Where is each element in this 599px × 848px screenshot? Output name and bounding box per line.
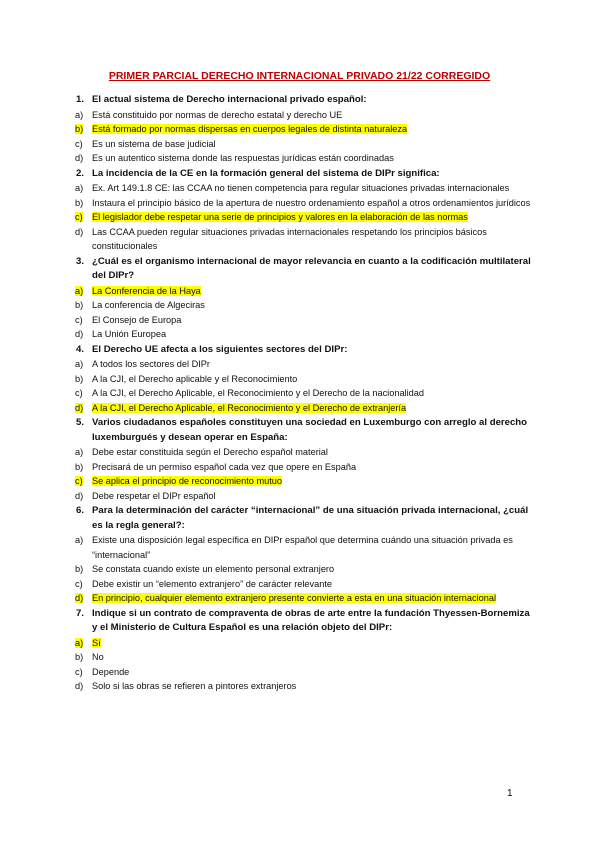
answer-option bbox=[63, 533, 532, 562]
option-letter-text: a) bbox=[75, 447, 84, 457]
option-letter-text: d) bbox=[75, 226, 84, 237]
option-text bbox=[92, 474, 532, 489]
question-3 bbox=[75, 255, 532, 342]
question-number: 5. bbox=[76, 417, 85, 428]
option-text bbox=[92, 298, 532, 313]
option-letter-text: d) bbox=[75, 402, 84, 413]
option-text-content: En principio, cualquier elemento extranjero presente convierte a esta en una situación internacional bbox=[92, 593, 496, 603]
option-text bbox=[92, 489, 532, 504]
option-text-content: La Unión Europea bbox=[92, 329, 167, 339]
option-text-content: Debe existir un “elemento extranjero” de carácter relevante bbox=[92, 578, 333, 589]
question-2 bbox=[75, 167, 532, 254]
option-letter-text: d) bbox=[75, 593, 84, 603]
option-text bbox=[92, 122, 532, 137]
answer-option bbox=[63, 313, 532, 328]
document-title: PRIMER PARCIAL DERECHO INTERNACIONAL PRIVADO 21/22 CORREGIDO bbox=[108, 70, 491, 82]
question-number: 4. bbox=[76, 343, 85, 355]
option-letter-text: d) bbox=[75, 681, 84, 691]
option-letter-text: a) bbox=[75, 109, 84, 120]
option-text bbox=[92, 151, 532, 166]
option-letter-text: a) bbox=[75, 637, 84, 648]
option-text-content: Está constituido por normas de derecho estatal y derecho UE bbox=[92, 109, 343, 120]
answer-option-correct bbox=[63, 401, 532, 416]
option-text bbox=[92, 460, 532, 475]
option-text bbox=[92, 533, 532, 562]
answer-option bbox=[63, 386, 532, 401]
answer-option bbox=[63, 665, 532, 680]
option-letter bbox=[75, 679, 89, 694]
option-text-content: Se aplica el principio de reconocimiento mutuo bbox=[92, 476, 282, 486]
option-letter-text: b) bbox=[75, 461, 84, 472]
option-letter-text: b) bbox=[75, 124, 84, 134]
answer-option-correct bbox=[63, 636, 532, 651]
option-text-content: Es un autentico sistema donde las respuestas jurídicas están coordinadas bbox=[92, 153, 394, 163]
option-text bbox=[92, 445, 532, 460]
answer-option-correct bbox=[63, 122, 532, 137]
option-text-content: Solo si las obras se refieren a pintores extranjeros bbox=[92, 681, 297, 691]
option-letter bbox=[75, 181, 89, 196]
option-letter bbox=[75, 474, 89, 489]
option-text bbox=[92, 181, 532, 196]
question-number: 7. bbox=[76, 607, 85, 619]
option-text bbox=[92, 401, 532, 416]
option-letter bbox=[75, 313, 89, 328]
option-letter bbox=[75, 210, 89, 225]
option-text bbox=[92, 108, 532, 123]
option-letter-text: c) bbox=[75, 138, 83, 149]
answer-option bbox=[63, 489, 532, 504]
option-text-content: Sí bbox=[92, 637, 101, 648]
option-letter bbox=[75, 386, 89, 401]
option-text-content: A la CJI, el Derecho Aplicable, el Reconocimiento y el Derecho de extranjería bbox=[92, 402, 407, 413]
option-letter bbox=[75, 372, 89, 387]
option-text bbox=[92, 650, 532, 665]
question-text: La incidencia de la CE en la formación general del sistema de DIPr significa: bbox=[92, 167, 440, 179]
option-letter-text: b) bbox=[75, 564, 84, 574]
option-letter bbox=[75, 284, 89, 299]
answer-option bbox=[63, 357, 532, 372]
question-text: Indique si un contrato de compraventa de obras de arte entre la fundación Thyessen-Bornemiza y el Ministerio de Cultura Español es una relación objeto del DIPr: bbox=[92, 607, 530, 633]
option-text-content: A todos los sectores del DIPr bbox=[92, 359, 210, 369]
question-4 bbox=[75, 343, 532, 416]
option-letter-text: c) bbox=[75, 314, 83, 325]
answer-option bbox=[63, 562, 532, 577]
option-text-content: Precisará de un permiso español cada vez que opere en España bbox=[92, 461, 357, 472]
option-text-content: A la CJI, el Derecho Aplicable, el Reconocimiento y el Derecho de la nacionalidad bbox=[92, 388, 424, 398]
option-letter-text: a) bbox=[75, 359, 84, 369]
question-5 bbox=[75, 416, 532, 503]
answer-option bbox=[63, 196, 532, 211]
answer-option bbox=[63, 445, 532, 460]
option-text-content: Ex. Art 149.1.8 CE: las CCAA no tienen competencia para regular situaciones privadas internacionales bbox=[92, 183, 510, 193]
option-text bbox=[92, 591, 532, 606]
option-text-content: El legislador debe respetar una serie de principios y valores en la elaboración de las normas bbox=[92, 212, 468, 222]
option-letter-text: c) bbox=[75, 388, 83, 398]
answer-option bbox=[63, 460, 532, 475]
option-text-content: Se constata cuando existe un elemento personal extranjero bbox=[92, 564, 335, 574]
option-letter-text: b) bbox=[75, 300, 84, 310]
option-text-content: Instaura el principio básico de la apertura de nuestro ordenamiento español a otros ordenamientos jurídicos bbox=[92, 197, 531, 208]
question-text: ¿Cuál es el organismo internacional de mayor relevancia en cuanto a la codificación multilateral del DIPr? bbox=[92, 255, 531, 281]
answer-option-correct bbox=[63, 474, 532, 489]
option-text bbox=[92, 665, 532, 680]
question-list bbox=[75, 93, 532, 695]
option-letter bbox=[75, 357, 89, 372]
option-letter-text: a) bbox=[75, 285, 84, 296]
option-text bbox=[92, 386, 532, 401]
option-text-content: Debe estar constituida según el Derecho español material bbox=[92, 447, 328, 457]
option-text-content: Depende bbox=[92, 666, 130, 677]
option-text bbox=[92, 327, 532, 342]
option-text bbox=[92, 225, 532, 254]
answer-option bbox=[63, 181, 532, 196]
option-text bbox=[92, 313, 532, 328]
answer-option-correct bbox=[63, 210, 532, 225]
option-text bbox=[92, 210, 532, 225]
question-text: Varios ciudadanos españoles constituyen una sociedad en Luxemburgo con arreglo al derecho luxemburgués y desean operar en España: bbox=[92, 417, 528, 443]
question-number: 6. bbox=[76, 505, 85, 516]
option-letter bbox=[75, 108, 89, 123]
answer-option bbox=[63, 327, 532, 342]
question-number: 2. bbox=[76, 167, 85, 179]
question-text: El Derecho UE afecta a los siguientes sectores del DIPr: bbox=[92, 343, 348, 355]
answer-option bbox=[63, 137, 532, 152]
question-7 bbox=[75, 607, 532, 694]
option-letter bbox=[75, 562, 89, 577]
option-letter bbox=[75, 489, 89, 504]
question-text: El actual sistema de Derecho internacional privado español: bbox=[92, 94, 367, 105]
option-letter bbox=[75, 650, 89, 665]
option-text bbox=[92, 196, 532, 211]
option-letter bbox=[75, 225, 89, 240]
option-letter-text: b) bbox=[75, 652, 84, 662]
question-number: 3. bbox=[76, 255, 85, 267]
option-text-content: Es un sistema de base judicial bbox=[92, 138, 216, 149]
answer-option-correct bbox=[63, 284, 532, 299]
answer-option bbox=[63, 679, 532, 694]
answer-option bbox=[63, 650, 532, 665]
option-letter-text: a) bbox=[75, 535, 84, 545]
option-letter bbox=[75, 196, 89, 211]
option-letter bbox=[75, 533, 89, 548]
option-text-content: Debe respetar el DIPr español bbox=[92, 490, 216, 501]
option-letter bbox=[75, 122, 89, 137]
option-text-content: La conferencia de Algeciras bbox=[92, 300, 205, 310]
option-text-content: El Consejo de Europa bbox=[92, 314, 182, 325]
option-letter bbox=[75, 577, 89, 592]
option-text bbox=[92, 562, 532, 577]
option-letter bbox=[75, 445, 89, 460]
option-letter-text: d) bbox=[75, 153, 84, 163]
option-letter bbox=[75, 460, 89, 475]
option-letter-text: d) bbox=[75, 329, 84, 339]
option-text-content: Está formado por normas dispersas en cuerpos legales de distinta naturaleza bbox=[92, 124, 408, 134]
option-letter-text: d) bbox=[75, 490, 84, 501]
option-letter-text: c) bbox=[75, 578, 83, 589]
answer-option bbox=[63, 108, 532, 123]
option-text bbox=[92, 137, 532, 152]
answer-option bbox=[63, 151, 532, 166]
answer-option bbox=[63, 225, 532, 254]
answer-option bbox=[63, 577, 532, 592]
option-text-content: No bbox=[92, 652, 104, 662]
option-letter-text: a) bbox=[75, 183, 84, 193]
question-text: Para la determinación del carácter “internacional” de una situación privada internacional, ¿cuál es la regla general?: bbox=[92, 505, 529, 531]
question-1 bbox=[75, 93, 532, 166]
option-letter bbox=[75, 665, 89, 680]
question-number: 1. bbox=[76, 94, 85, 105]
answer-option bbox=[63, 372, 532, 387]
answer-option-correct bbox=[63, 591, 532, 606]
option-text bbox=[92, 372, 532, 387]
option-text-content: La Conferencia de la Haya bbox=[92, 285, 201, 296]
option-letter bbox=[75, 298, 89, 313]
option-letter-text: b) bbox=[75, 373, 84, 384]
option-text-content: Existe una disposición legal específica en DIPr español que determina cuándo una situación privada es “internacional” bbox=[92, 535, 513, 560]
option-letter bbox=[75, 151, 89, 166]
option-letter-text: c) bbox=[75, 212, 83, 222]
question-6 bbox=[75, 504, 532, 606]
page-number: 1 bbox=[507, 788, 513, 799]
option-text bbox=[92, 577, 532, 592]
option-letter bbox=[75, 327, 89, 342]
option-text bbox=[92, 284, 532, 299]
option-text bbox=[92, 636, 532, 651]
option-letter-text: c) bbox=[75, 666, 83, 677]
option-text bbox=[92, 357, 532, 372]
answer-option bbox=[63, 298, 532, 313]
option-text-content: A la CJI, el Derecho aplicable y el Reconocimiento bbox=[92, 373, 298, 384]
option-text bbox=[92, 679, 532, 694]
option-letter-text: b) bbox=[75, 197, 84, 208]
option-letter bbox=[75, 591, 89, 606]
option-letter-text: c) bbox=[75, 476, 83, 486]
option-letter bbox=[75, 137, 89, 152]
option-text-content: Las CCAA pueden regular situaciones privadas internacionales respetando los principios básicos constitucionales bbox=[92, 226, 487, 251]
option-letter bbox=[75, 636, 89, 651]
option-letter bbox=[75, 401, 89, 416]
